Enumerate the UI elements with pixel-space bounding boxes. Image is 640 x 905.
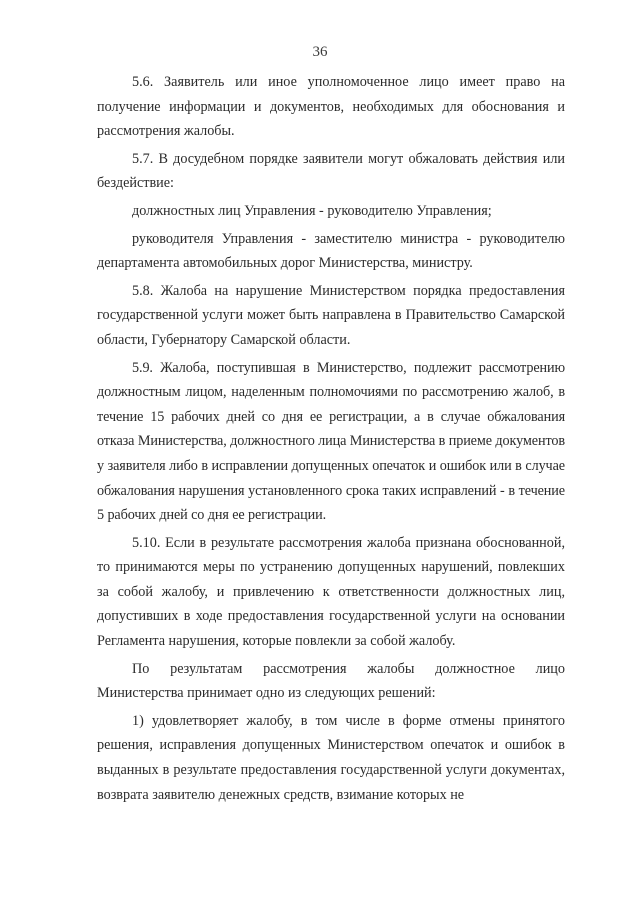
paragraph-5-10: 5.10. Если в результате рассмотрения жалоба признана обоснованной, то принимаются меры по устранению допущенных нарушений, повлекших за собой жалобу, и привлечению к ответственности должностных лиц, допустивших в ходе предоставления государственной услуги на основании Регламента нарушения, которые повлекли за собой жалобу. (97, 534, 565, 650)
paragraph-5-8: 5.8. Жалоба на нарушение Министерством порядка предоставления государственной услуги может быть направлена в Правительство Самарской области, Губернатору Самарской области. (97, 282, 565, 348)
paragraph-decision-1: 1) удовлетворяет жалобу, в том числе в форме отмены принятого решения, исправления допущенных Министерством опечаток и ошибок в выданных в результате предоставления государственной услуги документах, возврата заявителю денежных средств, взимание которых не (97, 712, 565, 803)
paragraph-5-7-item-1: должностных лиц Управления - руководителю Управления; (132, 202, 492, 219)
paragraph-decisions-intro: По результатам рассмотрения жалобы должностное лицо Министерства принимает одно из следующих решений: (97, 660, 565, 702)
paragraph-5-6: 5.6. Заявитель или иное уполномоченное лицо имеет право на получение информации и документов, необходимых для обоснования и рассмотрения жалобы. (97, 74, 565, 140)
page-number: 36 (312, 44, 328, 60)
document-body (97, 70, 565, 809)
paragraph-5-9: 5.9. Жалоба, поступившая в Министерство, подлежит рассмотрению должностным лицом, наделенным полномочиями по рассмотрению жалоб, в течение 15 рабочих дней со дня ее регистрации, а в случае обжалования отказа Министерства, должностного лица Министерства в приеме документов у заявителя либо в исправлении допущенных опечаток и ошибок или в случае обжалования нарушения установленного срока таких исправлений - в течение 5 рабочих дней со дня ее регистрации. (97, 359, 565, 524)
paragraph-5-7-item-2: руководителя Управления - заместителю министра - руководителю департамента автомобильных дорог Министерства, министру. (97, 230, 565, 272)
paragraph-5-7: 5.7. В досудебном порядке заявители могут обжаловать действия или бездействие: (97, 150, 565, 192)
